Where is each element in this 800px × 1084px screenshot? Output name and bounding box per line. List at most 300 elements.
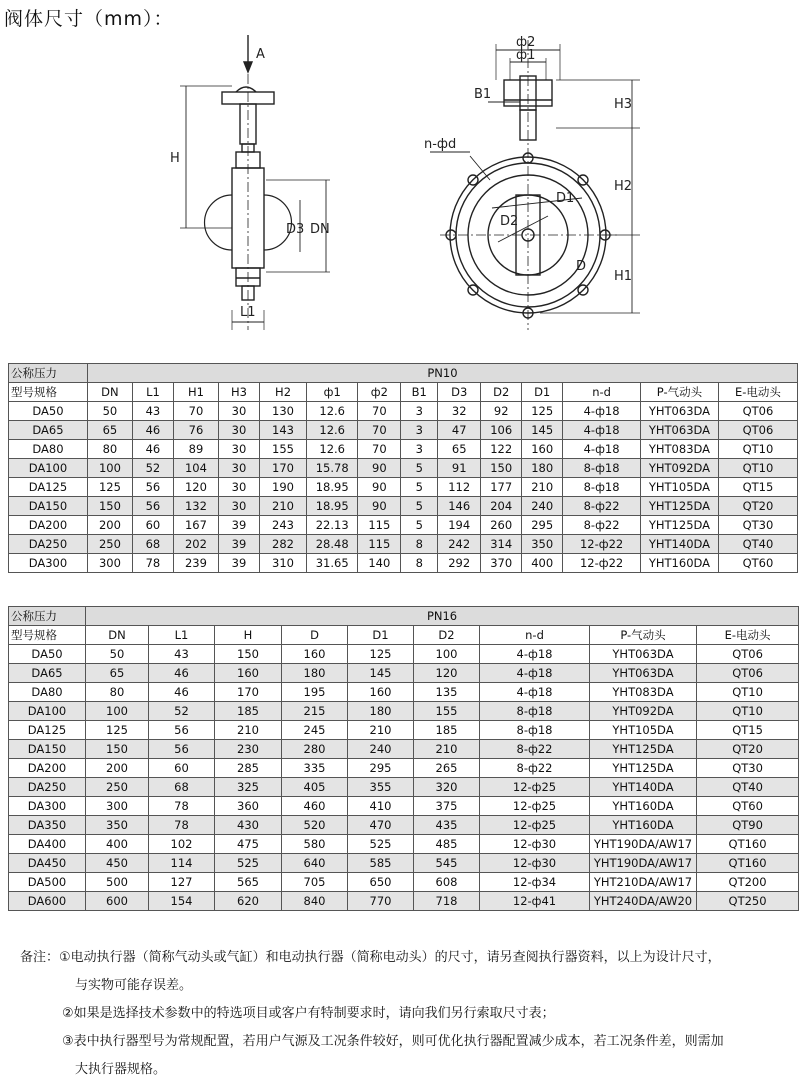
table-cell: 5 — [401, 497, 438, 516]
table-cell: 12-ф34 — [480, 873, 590, 892]
table-cell: 8-ф22 — [480, 759, 590, 778]
table-cell: 60 — [149, 759, 215, 778]
column-header-row — [9, 383, 798, 402]
table-cell: QT160 — [697, 835, 799, 854]
table-cell: QT20 — [718, 497, 797, 516]
table-cell: 325 — [215, 778, 282, 797]
table-row — [9, 740, 799, 759]
table-cell: QT10 — [697, 683, 799, 702]
table-cell: 580 — [282, 835, 348, 854]
table-cell: 80 — [87, 440, 132, 459]
table-cell: 202 — [173, 535, 218, 554]
model-cell: DA150 — [9, 740, 86, 759]
table-cell: 89 — [173, 440, 218, 459]
column-header: D2 — [414, 626, 480, 645]
table-cell: 180 — [282, 664, 348, 683]
table-cell: 185 — [215, 702, 282, 721]
column-header: DN — [87, 383, 132, 402]
table-cell: 100 — [86, 702, 149, 721]
table-cell: 46 — [149, 664, 215, 683]
table-cell: 140 — [358, 554, 401, 573]
table-cell: 12.6 — [307, 402, 358, 421]
table-cell: 350 — [522, 535, 563, 554]
table-cell: 150 — [87, 497, 132, 516]
table-cell: YHT092DA — [590, 702, 697, 721]
model-cell: DA500 — [9, 873, 86, 892]
table-cell: 30 — [219, 478, 260, 497]
table-cell: 545 — [414, 854, 480, 873]
table-cell: 12-ф30 — [480, 854, 590, 873]
table-cell: 460 — [282, 797, 348, 816]
column-header: n-d — [563, 383, 641, 402]
model-cell: DA65 — [9, 421, 88, 440]
table-cell: YHT063DA — [590, 664, 697, 683]
model-cell: DA300 — [9, 554, 88, 573]
table-cell: 4-ф18 — [563, 402, 641, 421]
pn16-dimension-table — [8, 606, 799, 911]
table-cell: 115 — [358, 535, 401, 554]
table-cell: 90 — [358, 497, 401, 516]
column-header: P-气动头 — [590, 626, 697, 645]
table-cell: 78 — [132, 554, 173, 573]
table-cell: 135 — [414, 683, 480, 702]
table-cell: 285 — [215, 759, 282, 778]
column-header: ф2 — [358, 383, 401, 402]
table-cell: 122 — [481, 440, 522, 459]
table-cell: 240 — [522, 497, 563, 516]
table-cell: 30 — [219, 402, 260, 421]
table-cell: 12.6 — [307, 440, 358, 459]
table-row — [9, 402, 798, 421]
table-cell: 180 — [522, 459, 563, 478]
model-cell: DA600 — [9, 892, 86, 911]
table-cell: 5 — [401, 478, 438, 497]
column-header: D2 — [481, 383, 522, 402]
table-cell: 125 — [522, 402, 563, 421]
table-cell: 56 — [149, 721, 215, 740]
table-cell: QT40 — [718, 535, 797, 554]
table-cell: QT160 — [697, 854, 799, 873]
table-cell: 265 — [414, 759, 480, 778]
model-cell: DA250 — [9, 778, 86, 797]
table-row — [9, 892, 799, 911]
table-cell: YHT083DA — [590, 683, 697, 702]
table-row — [9, 778, 799, 797]
table-cell: 170 — [259, 459, 306, 478]
table-cell: 4-ф18 — [480, 645, 590, 664]
note-line-2: ②如果是选择技术参数中的特选项目或客户有特制要求时，请向我们另行索取尺寸表； — [62, 1006, 555, 1021]
column-header: D — [282, 626, 348, 645]
pressure-row — [9, 364, 798, 383]
table-row — [9, 421, 798, 440]
table-cell: 435 — [414, 816, 480, 835]
table-cell: 32 — [438, 402, 481, 421]
table-cell: QT15 — [718, 478, 797, 497]
table-cell: QT06 — [697, 645, 799, 664]
table-cell: 145 — [522, 421, 563, 440]
table-cell: YHT105DA — [641, 478, 719, 497]
label-d3: D3 — [286, 222, 305, 237]
table-cell: 840 — [282, 892, 348, 911]
table-cell: 8 — [401, 535, 438, 554]
table-cell: 12.6 — [307, 421, 358, 440]
table-cell: QT60 — [697, 797, 799, 816]
table-cell: 68 — [149, 778, 215, 797]
table-cell: YHT240DA/AW20 — [590, 892, 697, 911]
table-cell: 12-ф30 — [480, 835, 590, 854]
label-phi1: ф1 — [516, 48, 536, 63]
table-cell: 56 — [149, 740, 215, 759]
table-cell: 190 — [259, 478, 306, 497]
table-cell: 56 — [132, 497, 173, 516]
table-cell: 78 — [149, 797, 215, 816]
table-cell: 295 — [522, 516, 563, 535]
table-cell: 102 — [149, 835, 215, 854]
table-row — [9, 554, 798, 573]
table-cell: YHT190DA/AW17 — [590, 835, 697, 854]
table-cell: 76 — [173, 421, 218, 440]
table-cell: 650 — [348, 873, 414, 892]
table-cell: 320 — [414, 778, 480, 797]
table-cell: 295 — [348, 759, 414, 778]
table-cell: 70 — [358, 440, 401, 459]
table-cell: 150 — [481, 459, 522, 478]
label-h: H — [170, 151, 180, 166]
table-cell: 92 — [481, 402, 522, 421]
pn10-dimension-table — [8, 363, 798, 573]
table-cell: 243 — [259, 516, 306, 535]
table-cell: 68 — [132, 535, 173, 554]
table-cell: 112 — [438, 478, 481, 497]
table-cell: 50 — [87, 402, 132, 421]
page-title: 阀体尺寸（mm）： — [4, 8, 174, 30]
model-header-cell: 型号规格 — [9, 383, 88, 402]
model-cell: DA50 — [9, 645, 86, 664]
column-header: D3 — [438, 383, 481, 402]
table-cell: 292 — [438, 554, 481, 573]
table-cell: 608 — [414, 873, 480, 892]
table-cell: 3 — [401, 402, 438, 421]
column-header: P-气动头 — [641, 383, 719, 402]
column-header: H2 — [259, 383, 306, 402]
table-cell: 282 — [259, 535, 306, 554]
label-dn: DN — [310, 222, 330, 237]
table-cell: 43 — [132, 402, 173, 421]
table-cell: 22.13 — [307, 516, 358, 535]
table-cell: 718 — [414, 892, 480, 911]
column-header: E-电动头 — [697, 626, 799, 645]
table-cell: 39 — [219, 516, 260, 535]
model-header-cell: 型号规格 — [9, 626, 86, 645]
table-cell: 52 — [149, 702, 215, 721]
table-cell: 300 — [86, 797, 149, 816]
table-cell: 132 — [173, 497, 218, 516]
note-line-3: ③表中执行器型号为常规配置，若用户气源及工况条件较好，则可优化执行器配置减少成本，若工况条件差，则需加 — [62, 1034, 724, 1049]
table-cell: 3 — [401, 440, 438, 459]
table-row — [9, 683, 799, 702]
model-cell: DA80 — [9, 440, 88, 459]
table-cell: YHT160DA — [590, 816, 697, 835]
table-cell: 70 — [358, 402, 401, 421]
column-header: n-d — [480, 626, 590, 645]
table-cell: 146 — [438, 497, 481, 516]
table-cell: 125 — [348, 645, 414, 664]
table-cell: 360 — [215, 797, 282, 816]
table-cell: 90 — [358, 478, 401, 497]
table-cell: 177 — [481, 478, 522, 497]
table-cell: 43 — [149, 645, 215, 664]
table-cell: 204 — [481, 497, 522, 516]
label-d1: D1 — [556, 191, 575, 206]
table-cell: 47 — [438, 421, 481, 440]
table-cell: 5 — [401, 516, 438, 535]
table-cell: 565 — [215, 873, 282, 892]
table-cell: 127 — [149, 873, 215, 892]
table-cell: 46 — [132, 440, 173, 459]
pn-label-cell: PN10 — [87, 364, 797, 383]
table-cell: 120 — [414, 664, 480, 683]
valve-drawing — [0, 30, 800, 350]
table-cell: 310 — [259, 554, 306, 573]
table-cell: 525 — [348, 835, 414, 854]
model-cell: DA80 — [9, 683, 86, 702]
table-cell: 160 — [215, 664, 282, 683]
table-cell: 155 — [259, 440, 306, 459]
table-cell: 12-ф41 — [480, 892, 590, 911]
label-n-phi-d: n-фd — [424, 137, 457, 152]
table-cell: 300 — [87, 554, 132, 573]
model-cell: DA65 — [9, 664, 86, 683]
table-cell: 91 — [438, 459, 481, 478]
table-cell: 335 — [282, 759, 348, 778]
table-cell: 78 — [149, 816, 215, 835]
table-cell: QT06 — [718, 402, 797, 421]
table-cell: 210 — [348, 721, 414, 740]
table-cell: YHT105DA — [590, 721, 697, 740]
table-cell: 194 — [438, 516, 481, 535]
table-cell: YHT160DA — [641, 554, 719, 573]
table-cell: 145 — [348, 664, 414, 683]
table-row — [9, 797, 799, 816]
table-cell: 160 — [348, 683, 414, 702]
table-cell: 500 — [86, 873, 149, 892]
table-cell: 4-ф18 — [563, 421, 641, 440]
model-cell: DA350 — [9, 816, 86, 835]
column-header: DN — [86, 626, 149, 645]
table-cell: 5 — [401, 459, 438, 478]
table-cell: 210 — [259, 497, 306, 516]
table-cell: 18.95 — [307, 478, 358, 497]
table-cell: YHT125DA — [641, 516, 719, 535]
table-cell: 104 — [173, 459, 218, 478]
column-header: B1 — [401, 383, 438, 402]
table-cell: 70 — [358, 421, 401, 440]
table-cell: 230 — [215, 740, 282, 759]
table-cell: QT06 — [718, 421, 797, 440]
table-cell: 80 — [86, 683, 149, 702]
table-cell: YHT125DA — [641, 497, 719, 516]
model-cell: DA200 — [9, 516, 88, 535]
table-cell: YHT063DA — [590, 645, 697, 664]
column-header-row — [9, 626, 799, 645]
table-cell: 12-ф25 — [480, 797, 590, 816]
table-row — [9, 645, 799, 664]
column-header: L1 — [149, 626, 215, 645]
table-cell: 195 — [282, 683, 348, 702]
table-cell: QT60 — [718, 554, 797, 573]
table-cell: 400 — [522, 554, 563, 573]
table-cell: 65 — [86, 664, 149, 683]
table-cell: YHT063DA — [641, 402, 719, 421]
table-row — [9, 759, 799, 778]
table-cell: 520 — [282, 816, 348, 835]
table-cell: 114 — [149, 854, 215, 873]
table-cell: 30 — [219, 421, 260, 440]
table-cell: 12-ф22 — [563, 535, 641, 554]
table-cell: 12-ф25 — [480, 816, 590, 835]
table-cell: 8 — [401, 554, 438, 573]
table-cell: 167 — [173, 516, 218, 535]
column-header: H3 — [219, 383, 260, 402]
table-cell: 705 — [282, 873, 348, 892]
column-header: ф1 — [307, 383, 358, 402]
note-line-3b: 大执行器规格。 — [75, 1062, 167, 1077]
table-cell: QT10 — [718, 440, 797, 459]
table-row — [9, 516, 798, 535]
table-cell: 39 — [219, 535, 260, 554]
column-header: H — [215, 626, 282, 645]
table-cell: 242 — [438, 535, 481, 554]
model-cell: DA50 — [9, 402, 88, 421]
note-line-1b: 与实物可能存误差。 — [75, 978, 193, 993]
table-cell: YHT092DA — [641, 459, 719, 478]
table-cell: 400 — [86, 835, 149, 854]
table-row — [9, 440, 798, 459]
table-cell: 240 — [348, 740, 414, 759]
table-cell: 210 — [522, 478, 563, 497]
table-cell: 280 — [282, 740, 348, 759]
table-cell: 120 — [173, 478, 218, 497]
table-cell: 210 — [215, 721, 282, 740]
table-cell: 180 — [348, 702, 414, 721]
table-cell: QT30 — [697, 759, 799, 778]
label-l1: L1 — [240, 305, 256, 320]
model-cell: DA100 — [9, 702, 86, 721]
table-cell: YHT125DA — [590, 759, 697, 778]
table-cell: 30 — [219, 497, 260, 516]
table-cell: 30 — [219, 459, 260, 478]
table-cell: 56 — [132, 478, 173, 497]
table-cell: 770 — [348, 892, 414, 911]
table-cell: YHT210DA/AW17 — [590, 873, 697, 892]
table-cell: 8-ф18 — [563, 459, 641, 478]
table-cell: 370 — [481, 554, 522, 573]
table-cell: 125 — [87, 478, 132, 497]
table-cell: 100 — [87, 459, 132, 478]
table-cell: QT250 — [697, 892, 799, 911]
table-cell: 100 — [414, 645, 480, 664]
table-cell: 170 — [215, 683, 282, 702]
table-cell: 46 — [149, 683, 215, 702]
table-row — [9, 873, 799, 892]
table-row — [9, 721, 799, 740]
table-cell: 600 — [86, 892, 149, 911]
table-cell: 3 — [401, 421, 438, 440]
table-cell: 150 — [86, 740, 149, 759]
label-a: A — [256, 47, 265, 62]
table-cell: 31.65 — [307, 554, 358, 573]
table-row — [9, 497, 798, 516]
pressure-header-cell: 公称压力 — [9, 364, 88, 383]
model-cell: DA125 — [9, 478, 88, 497]
table-cell: 125 — [86, 721, 149, 740]
pn-label-cell: PN16 — [86, 607, 799, 626]
table-cell: 525 — [215, 854, 282, 873]
table-row — [9, 854, 799, 873]
table-cell: 4-ф18 — [563, 440, 641, 459]
table-cell: QT15 — [697, 721, 799, 740]
table-cell: 250 — [87, 535, 132, 554]
model-cell: DA150 — [9, 497, 88, 516]
table-cell: 8-ф18 — [480, 721, 590, 740]
table-cell: QT10 — [718, 459, 797, 478]
table-cell: 130 — [259, 402, 306, 421]
table-cell: QT30 — [718, 516, 797, 535]
table-cell: 50 — [86, 645, 149, 664]
table-cell: 475 — [215, 835, 282, 854]
table-cell: 155 — [414, 702, 480, 721]
table-cell: 200 — [87, 516, 132, 535]
table-cell: 245 — [282, 721, 348, 740]
table-cell: 470 — [348, 816, 414, 835]
table-cell: 90 — [358, 459, 401, 478]
table-cell: 314 — [481, 535, 522, 554]
table-cell: 4-ф18 — [480, 664, 590, 683]
model-cell: DA450 — [9, 854, 86, 873]
table-cell: 185 — [414, 721, 480, 740]
table-cell: 8-ф18 — [563, 478, 641, 497]
table-cell: 430 — [215, 816, 282, 835]
table-cell: 375 — [414, 797, 480, 816]
table-cell: YHT190DA/AW17 — [590, 854, 697, 873]
table-cell: 18.95 — [307, 497, 358, 516]
model-cell: DA250 — [9, 535, 88, 554]
label-b1: B1 — [474, 87, 492, 102]
table-cell: 30 — [219, 440, 260, 459]
table-cell: 640 — [282, 854, 348, 873]
table-cell: 585 — [348, 854, 414, 873]
table-cell: 355 — [348, 778, 414, 797]
table-row — [9, 535, 798, 554]
table-cell: 52 — [132, 459, 173, 478]
label-h3: H3 — [614, 97, 633, 112]
label-phi2: ф2 — [516, 35, 536, 50]
column-header: H1 — [173, 383, 218, 402]
table-cell: 70 — [173, 402, 218, 421]
table-cell: 350 — [86, 816, 149, 835]
column-header: E-电动头 — [718, 383, 797, 402]
table-cell: 160 — [522, 440, 563, 459]
table-cell: 200 — [86, 759, 149, 778]
table-cell: 15.78 — [307, 459, 358, 478]
table-cell: 150 — [215, 645, 282, 664]
pressure-row — [9, 607, 799, 626]
table-cell: YHT140DA — [641, 535, 719, 554]
model-cell: DA200 — [9, 759, 86, 778]
table-cell: 154 — [149, 892, 215, 911]
table-cell: YHT083DA — [641, 440, 719, 459]
table-cell: 115 — [358, 516, 401, 535]
